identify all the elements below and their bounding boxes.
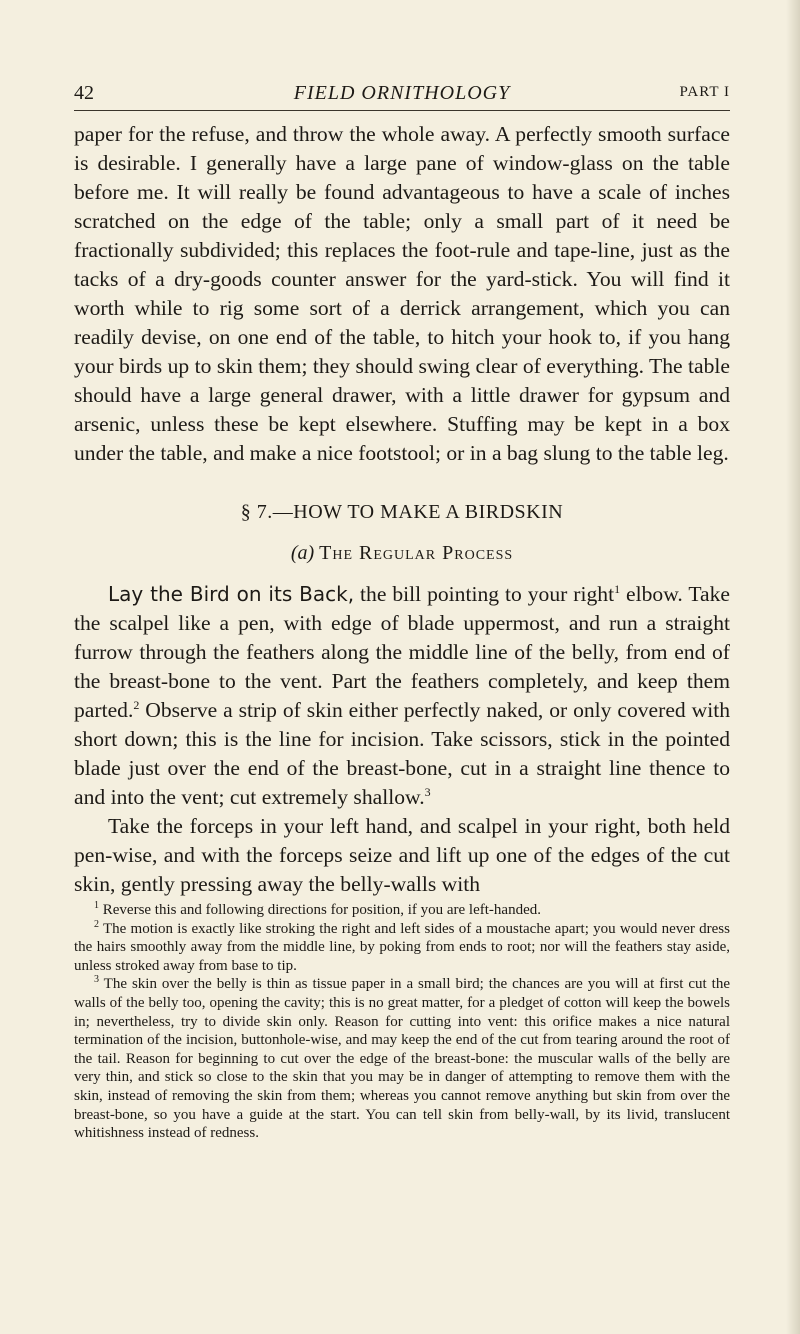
body-text [74,120,730,1143]
footnote-text: The skin over the belly is thin as tissue paper in a small bird; the chances are you will at first cut the walls of the belly too, opening the cavity; this is no great matter, for a pledget of cotton will keep the bowels in; nevertheless, try to divide skin only. Reason for cutting into vent: this orifice makes a nice natural termination of the incision, buttonhole-wise, and may keep the end of the cut from tearing around the root of the tail. Reason for beginning to cut over the edge of the breast-bone: the muscular walls of the belly are very thin, and stick so close to the skin that you may be in danger of attempting to remove them with the skin, instead of removing the skin from them; whereas you cannot remove anything but skin from over the breast-bone, so you have a guide at the start. You can tell skin from belly-wall, by its livid, translucent whitishness instead of redness. [74,976,730,1142]
paragraph-refuse-table: paper for the refuse, and throw the whole away. A perfectly smooth surface is desirable. I generally have a large pane of window-glass on the table before me. It will really be found advantageous to have a scale of inches scratched on the edge of the table; only a small part of it need be fractionally subdivided; this replaces the foot-rule and tape-line, just as the tacks of a dry-goods counter answer for the yard-stick. You will find it worth while to rig some sort of a derrick arrangement, which you can readily devise, on one end of the table, to hitch your hook to, if you hang your birds up to skin them; they should swing clear of everything. The table should have a large general drawer, with a little drawer for gypsum and arsenic, unless these be kept elsewhere. Stuffing may be kept in a box under the table, and make a nice footstool; or in a bag slung to the table leg. [74,122,730,465]
subsection-heading [74,539,730,568]
footnote-mark: 3 [94,974,99,986]
footnote-ref: 1 [614,581,621,596]
subsection-title: The Regular Process [319,542,514,564]
footnote-text: Reverse this and following directions for position, if you are left-handed. [99,902,541,918]
section-heading: § 7.—HOW TO MAKE A BIRDSKIN [240,501,564,523]
part-label: PART I [679,84,730,100]
lead-phrase: Lay the Bird on its Back, [108,582,355,606]
running-head [74,82,730,108]
footnote-ref: 3 [424,784,431,799]
footnote-mark: 1 [94,900,99,911]
header-rule [74,110,730,111]
text-segment: Observe a strip of skin either perfectly naked, or only covered with short down; this is the line for incision. Take scissors, stick in the pointed blade just over the end of the breast-bone, cut in a straight line thence to and into the vent; cut extremely shallow. [74,698,730,809]
footnote [74,975,730,1142]
footnote [74,920,730,976]
page-edge-shadow [786,0,800,1334]
paragraph-lay-bird [74,580,730,812]
running-title: FIELD ORNITHOLOGY [293,82,511,104]
text-segment: elbow. Take the scalpel like a pen, with edge of blade uppermost, and run a straight furrow through the feathers along the middle line of the belly, from end of the breast-bone to the vent. Part the feathers completely, and keep them parted. [74,582,730,722]
footnote-ref: 2 [133,697,140,712]
text-segment: the bill pointing to your right [354,582,615,606]
paragraph-forceps: Take the forceps in your left hand, and scalpel in your right, both held pen-wise, and with the forceps seize and lift up one of the edges of the cut skin, gently pressing away the belly-walls with [74,814,730,896]
page-number: 42 [74,82,94,104]
footnote [74,901,730,920]
subsection-label: (a) [290,542,315,564]
footnote-mark: 2 [94,918,99,930]
footnotes [74,901,730,1143]
footnote-text: The motion is exactly like stroking the right and left sides of a moustache apart; you would never dress the hairs smoothly away from the middle line, by poking from ends to root; nor will the feathers stay aside, unless stroked away from base to tip. [74,920,730,974]
